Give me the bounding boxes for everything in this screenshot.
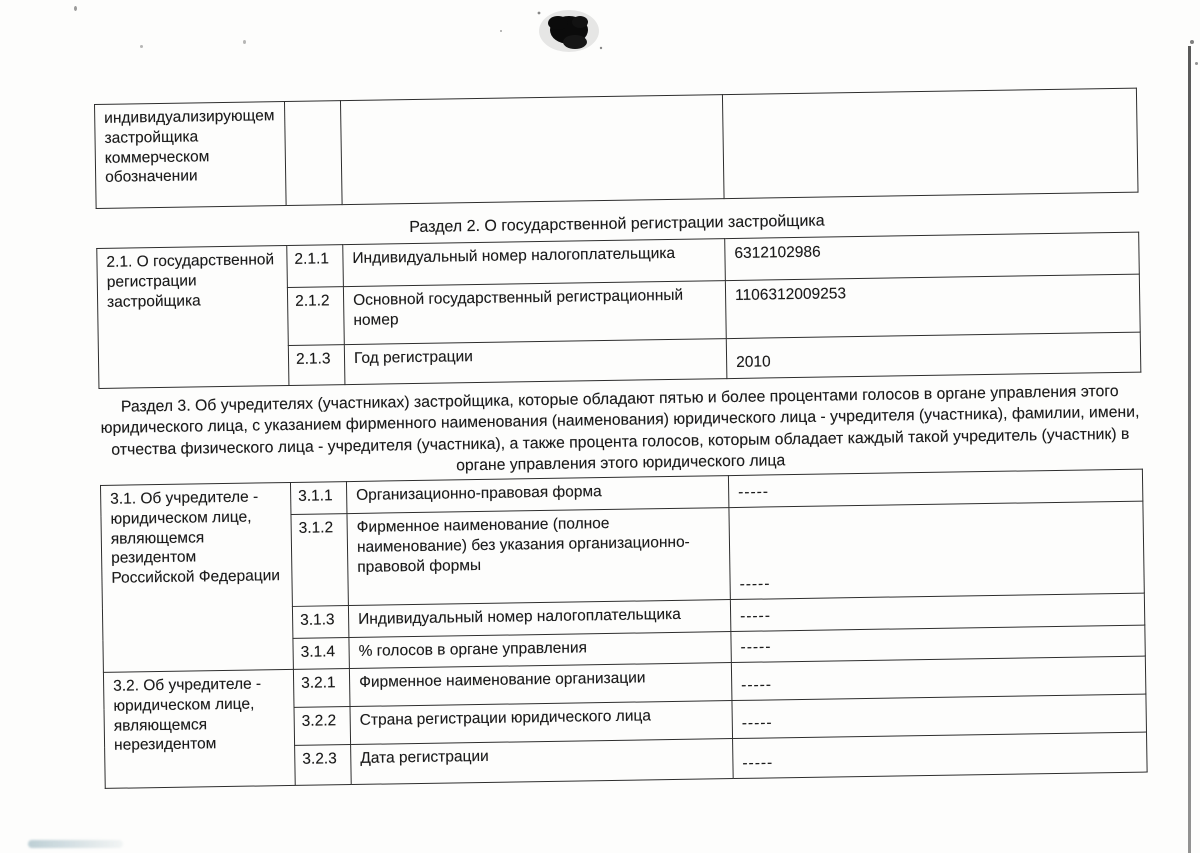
scan-speck [74,6,77,11]
document-content [94,88,1147,789]
section3-group1-label: 3.1. Об учредителе - юридическом лице, являющемся резидентом Российской Федерации [100,482,293,672]
section3-group2-label: 3.2. Об учредителе - юридическом лице, являющемся нерезидентом [103,669,295,788]
row-label: Индивидуальный номер налогоплательщика [343,239,726,287]
carryover-table [94,88,1139,209]
carryover-field-cell [340,95,724,205]
row-value: ----- [732,694,1147,738]
section3-title: Раздел 3. Об учредителях (участниках) застройщика, которые обладают пятью и более процентами голосов в органе управления этого юридического лица, с указанием фирменного наименования (наименования) юридического лица - учредителя (участника), фамилии, имени, отчества физического лица - учредителя (участника), а также процента голосов, которым обладает каждый такой учредитель (участник) в органе управления этого юридического лица [100,382,1140,475]
row-value: ----- [729,501,1144,599]
row-code: 3.2.1 [293,668,350,707]
row-label: Основной государственный регистрационный номер [343,281,726,345]
row-value: ----- [730,593,1144,631]
row-label: Фирменное наименование организации [349,662,732,706]
scan-speck [500,30,502,32]
row-code: 2.1.1 [287,245,344,288]
section2-table [96,232,1141,389]
scan-speck [243,40,246,44]
row-value: 1106312009253 [725,274,1140,338]
row-label: % голосов в органе управления [349,631,731,668]
ink-blot [524,2,614,69]
scan-speck [1190,40,1194,44]
row-value: ----- [733,732,1148,778]
row-code: 3.1.1 [290,481,346,514]
row-value: ----- [731,625,1145,662]
row-code: 3.1.4 [293,637,349,669]
row-code: 3.1.3 [292,605,348,638]
row-value: ----- [731,656,1146,700]
table-row [95,88,1139,208]
row-code: 2.1.2 [287,287,344,346]
carryover-code-cell [284,101,342,206]
scan-edge-line [1188,46,1191,853]
section2-title: Раздел 2. О государственной регистрации застройщика [409,212,825,237]
carryover-label-cell: индивидуализирующем застройщика коммерческом обозначении [95,102,287,209]
row-label: Индивидуальный номер налогоплательщика [348,599,730,637]
scan-bottom-smudge [28,840,123,848]
scan-speck [140,45,143,48]
carryover-value-cell [722,88,1138,198]
row-code: 2.1.3 [288,345,345,386]
row-value: ----- [728,469,1142,507]
row-label: Дата регистрации [351,738,734,784]
row-label: Фирменное наименование (полное наименование) без указания организационно-правовой формы [347,507,730,605]
row-code: 3.1.2 [291,513,348,606]
row-value: 2010 [726,332,1141,378]
row-value: 6312102986 [725,232,1140,280]
row-code: 3.2.2 [294,706,351,745]
row-code: 3.2.3 [295,744,352,785]
section3-table [100,468,1148,788]
section2-group-label: 2.1. О государственной регистрации застройщика [97,245,289,388]
row-label: Страна регистрации юридического лица [350,700,733,744]
row-label: Год регистрации [344,339,727,385]
scan-speck [1195,62,1198,65]
row-label: Организационно-правовая форма [346,475,728,513]
